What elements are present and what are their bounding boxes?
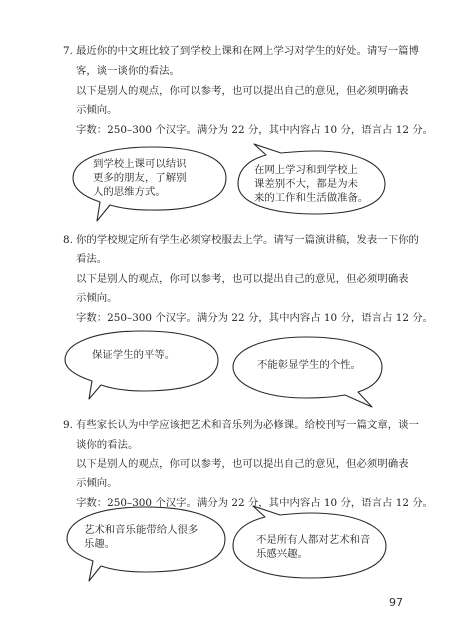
question-9-left-bubble-text: 艺术和音乐能带给人很多 乐趣。 (84, 524, 199, 550)
question-8-left-bubble-text: 保证学生的平等。 (92, 349, 176, 361)
question-9-prompt-line-1: 有些家长认为中学应该把艺术和音乐列为必修课。给校刊写一篇文章，谈一 (76, 419, 419, 431)
question-9-right-bubble-text: 不是所有人都对艺术和音 乐感兴趣。 (256, 534, 371, 560)
question-7-right-bubble-text: 在网上学习和到学校上 课差别不大，都是为未 来的工作和生活做准备。 (254, 164, 369, 204)
question-9-number: 9. (63, 419, 73, 431)
question-7-left-bubble-text: 到学校上课可以结识 更多的朋友，了解别 人的思维方式。 (93, 158, 187, 198)
question-8-prompt-line-1: 你的学校规定所有学生必须穿校服去上学。请写一篇演讲稿，发表一下你的 (76, 234, 419, 246)
question-8-right-bubble-text: 不能彰显学生的个性。 (257, 359, 361, 371)
q8-right-bubble (233, 337, 382, 407)
q8-left-bubble (65, 331, 218, 399)
question-7-instruction-line-2: 示倾向。 (76, 104, 118, 116)
question-7-number: 7. (63, 45, 73, 57)
question-9-word-count: 字数：250–300 个汉字。满分为 22 分，其中内容占 10 分，语言占 12 分。 (76, 497, 434, 509)
question-9-instruction-line-1: 以下是别人的观点，你可以参考，也可以提出自己的意见，但必须明确表 (76, 458, 409, 470)
page-number: 97 (389, 596, 403, 609)
question-8-prompt-line-2: 看法。 (76, 253, 108, 265)
question-8-instruction-line-1: 以下是别人的观点，你可以参考，也可以提出自己的意见，但必须明确表 (76, 273, 409, 285)
question-7-prompt-line-1: 最近你的中文班比较了到学校上课和在网上学习对学生的好处。请写一篇博 (76, 45, 419, 57)
question-9-instruction-line-2: 示倾向。 (76, 477, 118, 489)
question-8-word-count: 字数：250–300 个汉字。满分为 22 分，其中内容占 10 分，语言占 12 分。 (76, 312, 434, 324)
question-7-prompt-line-2: 客，谈一谈你的看法。 (76, 65, 180, 77)
question-7-word-count: 字数：250–300 个汉字。满分为 22 分，其中内容占 10 分，语言占 12 分。 (76, 124, 434, 136)
question-8-number: 8. (63, 234, 73, 246)
question-9-prompt-line-2: 谈你的看法。 (76, 439, 139, 451)
question-8-instruction-line-2: 示倾向。 (76, 292, 118, 304)
question-7-instruction-line-1: 以下是别人的观点，你可以参考，也可以提出自己的意见，但必须明确表 (76, 85, 409, 97)
